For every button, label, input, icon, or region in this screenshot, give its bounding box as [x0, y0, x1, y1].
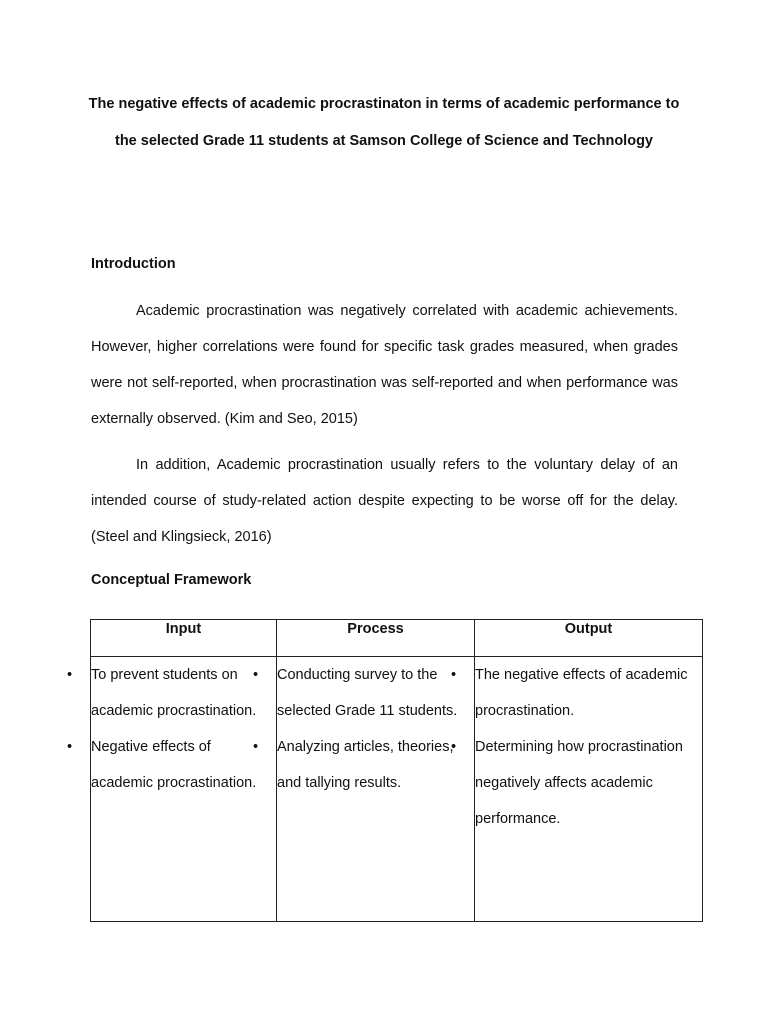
process-cell — [277, 657, 475, 922]
table-row — [91, 657, 703, 922]
input-cell — [91, 657, 277, 922]
input-list — [91, 657, 276, 801]
list-item: • The negative effects of academic procrastination. — [475, 657, 702, 729]
introduction-heading: Introduction — [91, 256, 176, 272]
conceptual-framework-table — [90, 619, 703, 922]
process-list — [277, 657, 474, 801]
document-title: The negative effects of academic procrastinaton in terms of academic performance to the selected Grade 11 students at Samson College of Science and Technology — [88, 96, 680, 149]
list-item: • Conducting survey to the selected Grade 11 students. — [277, 657, 474, 729]
process-column-header: Process — [277, 620, 475, 657]
list-item: • Determining how procrastination negatively affects academic performance. — [475, 729, 702, 837]
output-column-header: Output — [475, 620, 703, 657]
conceptual-framework-heading: Conceptual Framework — [91, 572, 252, 588]
list-item: • To prevent students on academic procrastination. — [91, 657, 276, 729]
output-cell — [475, 657, 703, 922]
table-header-row — [91, 620, 703, 657]
list-item: • Analyzing articles, theories, and tallying results. — [277, 729, 474, 801]
list-item: • Negative effects of academic procrastination. — [91, 729, 276, 801]
intro-paragraph-2: In addition, Academic procrastination usually refers to the voluntary delay of an intended course of study-related action despite expecting to be worse off for the delay. (Steel and Klingsieck, 2016) — [91, 457, 678, 545]
output-list — [475, 657, 702, 837]
input-column-header: Input — [91, 620, 277, 657]
intro-paragraph-1: Academic procrastination was negatively correlated with academic achievements. However, higher correlations were found for specific task grades measured, when grades were not self-reported, when procrastination was self-reported and when performance was externally observed. (Kim and Seo, 2015) — [91, 303, 678, 427]
